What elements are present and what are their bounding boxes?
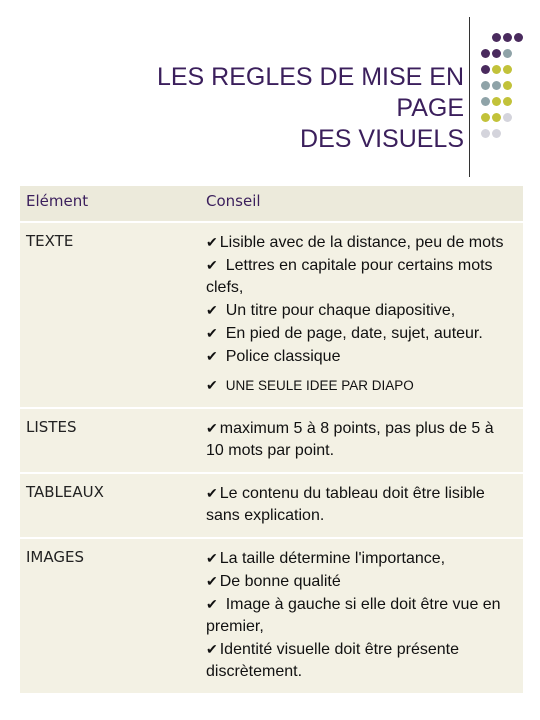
advice-item bbox=[206, 417, 515, 462]
decorative-dot bbox=[503, 49, 512, 58]
advice-text: Le contenu du tableau doit être lisible sans explication. bbox=[206, 485, 485, 524]
advice-text: Police classique bbox=[225, 348, 341, 365]
checkmark-icon: ✔ bbox=[206, 550, 218, 566]
decorative-dot bbox=[503, 65, 512, 74]
advice-item bbox=[206, 482, 515, 527]
header-element: Elément bbox=[20, 186, 199, 222]
title-line-3: DES VISUELS bbox=[300, 125, 464, 153]
advice-text: La taille détermine l'importance, bbox=[219, 550, 446, 567]
decorative-dot bbox=[503, 81, 512, 90]
advice-cell bbox=[199, 538, 523, 694]
checkmark-icon: ✔ bbox=[206, 596, 218, 612]
advice-text: Lisible avec de la distance, peu de mots bbox=[219, 234, 504, 251]
decorative-dot bbox=[503, 33, 512, 42]
title-line-1: LES REGLES DE MISE EN bbox=[156, 63, 464, 91]
table-row bbox=[20, 408, 523, 473]
advice-item bbox=[206, 254, 515, 299]
advice-item bbox=[206, 345, 515, 368]
advice-item bbox=[206, 299, 515, 322]
header-advice: Conseil bbox=[199, 186, 523, 222]
element-cell: IMAGES bbox=[20, 538, 199, 694]
decorative-dot bbox=[481, 81, 490, 90]
advice-item bbox=[206, 547, 515, 570]
element-cell: TEXTE bbox=[20, 222, 199, 408]
page-title bbox=[157, 62, 464, 155]
decorative-dot bbox=[503, 97, 512, 106]
checkmark-icon: ✔ bbox=[206, 348, 218, 364]
advice-text: Un titre pour chaque diapositive, bbox=[225, 302, 456, 319]
advice-text: Image à gauche si elle doit être vue en premier, bbox=[206, 596, 501, 635]
decorative-dot bbox=[503, 113, 512, 122]
checkmark-icon: ✔ bbox=[206, 302, 218, 318]
decorative-dot bbox=[492, 65, 501, 74]
advice-text: UNE SEULE IDEE PAR DIAPO bbox=[225, 378, 414, 393]
decorative-dot bbox=[481, 65, 490, 74]
decorative-dot bbox=[481, 49, 490, 58]
decorative-dot bbox=[492, 81, 501, 90]
checkmark-icon: ✔ bbox=[206, 325, 218, 341]
table-row bbox=[20, 222, 523, 408]
decorative-dot bbox=[481, 97, 490, 106]
table-row bbox=[20, 473, 523, 538]
advice-text: En pied de page, date, sujet, auteur. bbox=[225, 325, 483, 342]
element-cell: LISTES bbox=[20, 408, 199, 473]
decorative-dot bbox=[492, 33, 501, 42]
element-cell: TABLEAUX bbox=[20, 473, 199, 538]
checkmark-icon: ✔ bbox=[206, 485, 218, 501]
decorative-dot bbox=[492, 113, 501, 122]
decorative-dot bbox=[514, 33, 523, 42]
advice-item bbox=[206, 593, 515, 638]
advice-item bbox=[206, 322, 515, 345]
decorative-dot bbox=[481, 113, 490, 122]
checkmark-icon: ✔ bbox=[206, 377, 218, 393]
advice-text: Lettres en capitale pour certains mots clefs, bbox=[206, 257, 493, 296]
table-header-row bbox=[20, 186, 523, 222]
decorative-dot bbox=[492, 49, 501, 58]
checkmark-icon: ✔ bbox=[206, 257, 218, 273]
title-line-2: PAGE bbox=[396, 94, 464, 122]
checkmark-icon: ✔ bbox=[206, 573, 218, 589]
table-row bbox=[20, 538, 523, 694]
advice-item bbox=[206, 374, 515, 397]
advice-text: maximum 5 à 8 points, pas plus de 5 à 10 mots par point. bbox=[206, 420, 494, 459]
advice-cell bbox=[199, 408, 523, 473]
advice-text: Identité visuelle doit être présente discrètement. bbox=[206, 641, 459, 680]
decorative-dot bbox=[481, 129, 490, 138]
advice-item bbox=[206, 231, 515, 254]
checkmark-icon: ✔ bbox=[206, 234, 218, 250]
checkmark-icon: ✔ bbox=[206, 641, 218, 657]
decorative-dot bbox=[492, 129, 501, 138]
advice-cell bbox=[199, 473, 523, 538]
advice-cell bbox=[199, 222, 523, 408]
rules-table bbox=[20, 186, 523, 695]
decorative-dot bbox=[492, 97, 501, 106]
advice-item bbox=[206, 638, 515, 683]
title-divider bbox=[469, 17, 470, 177]
checkmark-icon: ✔ bbox=[206, 420, 218, 436]
advice-text: De bonne qualité bbox=[219, 573, 341, 590]
advice-item bbox=[206, 570, 515, 593]
